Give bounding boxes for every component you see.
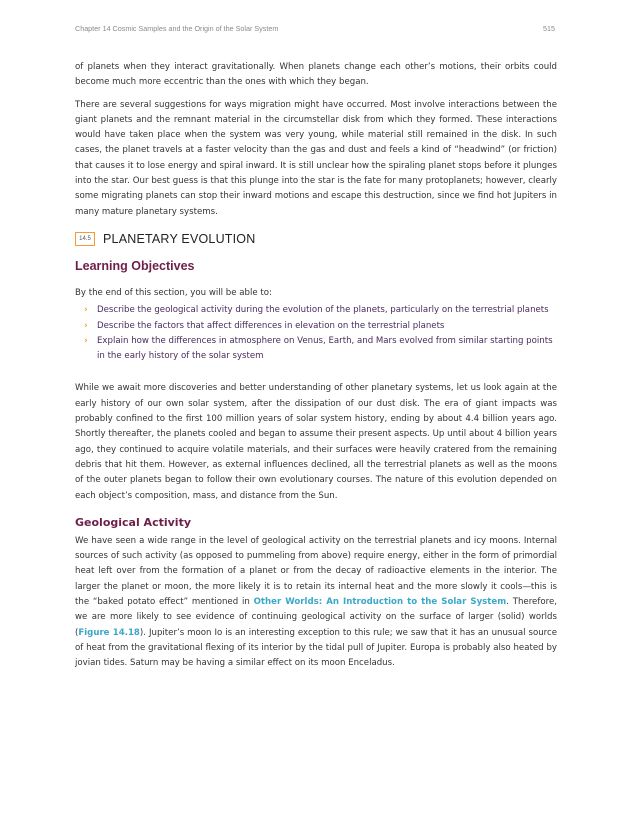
chevron-right-icon: › [84, 305, 88, 316]
figure-link[interactable]: Figure 14.18 [78, 627, 140, 638]
learning-objectives-list [75, 303, 557, 364]
learning-objectives-title: Learning Objectives [75, 258, 195, 273]
section-heading [75, 232, 557, 246]
chevron-right-icon: › [84, 335, 88, 346]
list-item-text: Describe the factors that affect differences in elevation on the terrestrial planets [97, 320, 445, 331]
list-item-text: Describe the geological activity during the evolution of the planets, particularly on the terrestrial planets [97, 305, 549, 316]
paragraph: While we await more discoveries and better understanding of other planetary systems, let us look again at the early history of our own solar system, after the dissipation of our dust disk. The era of giant impacts was probably confined to the first 100 million years of solar system history, ending by about 4.4 billion years ago. Shortly thereafter, the planets cooled and began to assume their present aspects. Up until about 4 billion years ago, they continued to acquire volatile materials, and their surfaces were heavily cratered from the remaining debris that hit them. However, as external influences declined, all the terrestrial planets as well as the moons of the outer planets began to follow their own evolutionary courses. The nature of this evolution depended on each object’s composition, mass, and distance from the Sun. [75, 383, 557, 501]
page-number: 515 [543, 24, 555, 33]
text-run: . Therefore, we are more likely to see evidence of continuing geological activity on the surface of larger (solid) worlds ( [75, 597, 557, 638]
paragraph: There are several suggestions for ways migration might have occurred. Most involve interactions between the giant planets and the remnant material in the circumstellar disk from which they formed. These interactions would have taken place when the system was very young, while material still remained in the disk. In such cases, the planet travels at a faster velocity than the gas and dust and feels a kind of “headwind” (or friction) that causes it to lose energy and spiral inward. It is still unclear how the spiraling planet stops before it plunges into the star. Our best guess is that this plunge into the star is the fate for many protoplanets; however, clearly some migrating planets can stop their inward motions and escape this destruction, since we find hot Jupiters in many mature planetary systems. [75, 99, 557, 217]
list-item [75, 303, 557, 318]
text-run: ). Jupiter’s moon Io is an interesting exception to this rule; we saw that it has an unusual source of heat from the gravitational flexing of its interior by the tidal pull of Jupiter. Europa is probably also heated by jovian tides. Saturn may be having a similar effect on its moon Enceladus. [75, 627, 558, 669]
page-content [75, 60, 557, 679]
section-number-badge: 14.5 [75, 232, 95, 246]
section-title: PLANETARY EVOLUTION [103, 231, 256, 246]
list-item-text: Explain how the differences in atmosphere on Venus, Earth, and Mars evolved from similar starting points in the early history of the solar system [97, 335, 553, 362]
paragraph: of planets when they interact gravitationally. When planets change each other’s motions, their orbits could become much more eccentric than the ones with which they began. [75, 62, 557, 88]
chapter-link[interactable]: Other Worlds: An Introduction to the Solar System [253, 597, 507, 608]
chapter-title: Chapter 14 Cosmic Samples and the Origin of the Solar System [75, 24, 279, 33]
text-run: We have seen a wide range in the level of geological activity on the terrestrial planets and icy moons. Internal sources of such activity (as opposed to pummeling from above) require energy, either in the form of primordial heat left over from the formation of a planet or from the decay of radioactive elements in the interior. The larger the planet or moon, the more likely it is to retain its internal heat and the more slowly it cools—this is the “baked potato effect” mentioned in [75, 535, 557, 608]
chevron-right-icon: › [84, 320, 88, 331]
subsection-heading: Geological Activity [75, 515, 191, 529]
list-item [75, 319, 557, 334]
paragraph [75, 534, 557, 672]
running-header [75, 24, 555, 33]
list-item [75, 334, 557, 365]
learning-objectives-intro: By the end of this section, you will be able to: [75, 287, 272, 298]
